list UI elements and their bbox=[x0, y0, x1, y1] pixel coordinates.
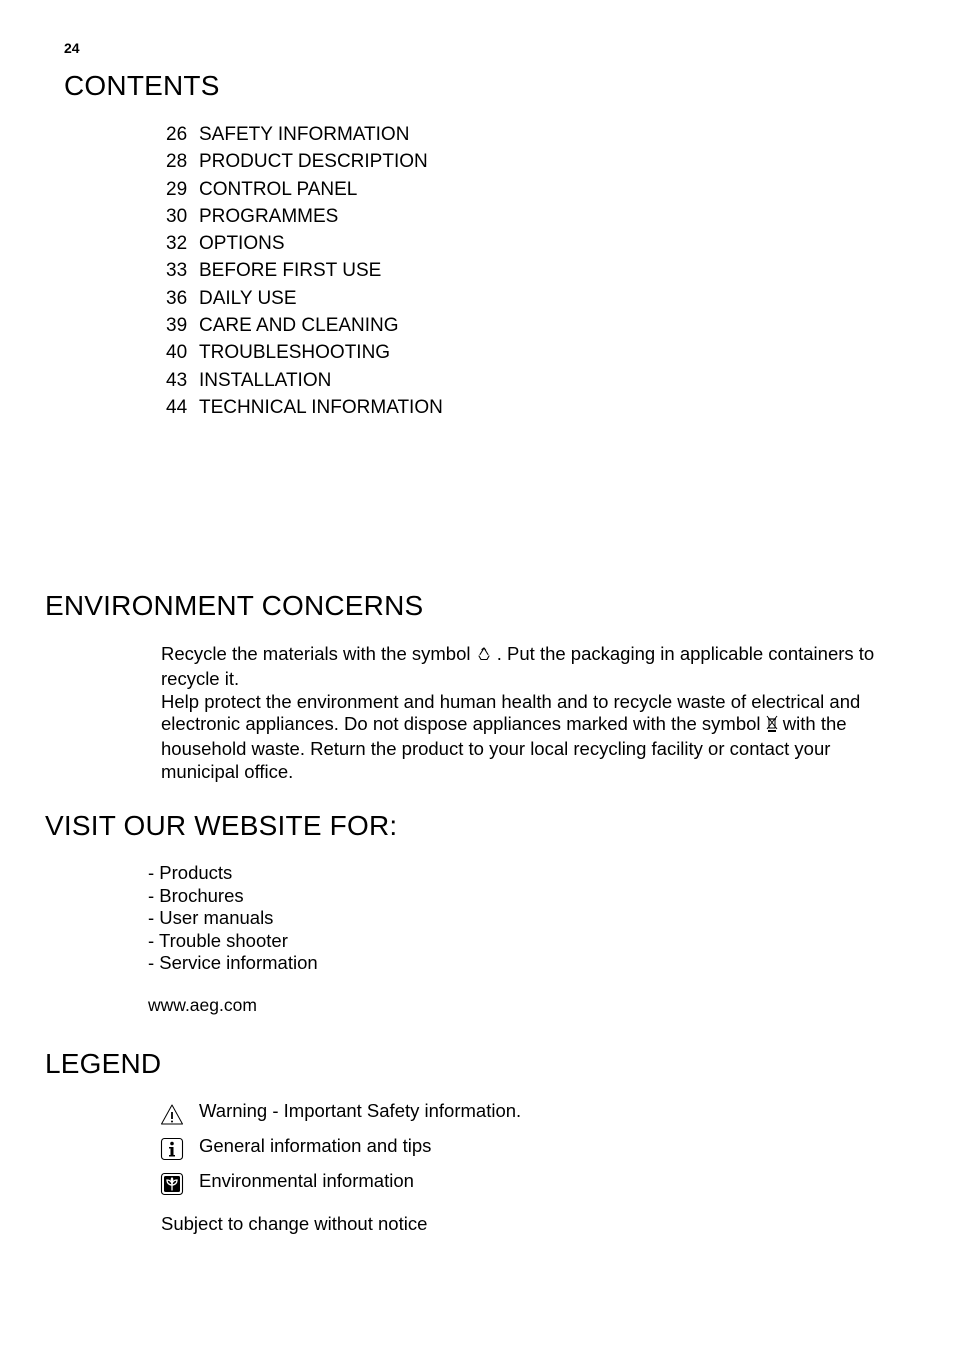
toc-label: BEFORE FIRST USE bbox=[199, 260, 382, 282]
toc-page-number: 40 bbox=[166, 342, 188, 364]
toc-label: SAFETY INFORMATION bbox=[199, 124, 410, 145]
list-item: - Trouble shooter bbox=[148, 929, 288, 951]
toc-page-number: 30 bbox=[166, 205, 188, 227]
toc-item[interactable] bbox=[166, 121, 443, 148]
website-url[interactable]: www.aeg.com bbox=[148, 995, 257, 1015]
toc-page-number: 26 bbox=[166, 124, 188, 145]
toc-label: PROGRAMMES bbox=[199, 205, 339, 227]
footer-notice: Subject to change without notice bbox=[161, 1213, 428, 1234]
list-item: - Products bbox=[148, 862, 233, 883]
toc-page-number: 43 bbox=[166, 369, 188, 391]
legend-label: Warning - Important Safety information. bbox=[199, 1100, 522, 1121]
website-list bbox=[148, 862, 318, 975]
toc-item[interactable] bbox=[166, 230, 443, 257]
recycle-text-start: Recycle the materials with the symbol bbox=[161, 643, 471, 664]
toc-page-number: 28 bbox=[166, 151, 188, 173]
recycle-paragraph bbox=[161, 643, 906, 691]
weee-paragraph bbox=[161, 691, 906, 784]
environment-text bbox=[161, 643, 906, 784]
toc-item[interactable] bbox=[166, 176, 443, 203]
recycle-text-end: . Put the packaging in applicable containers to recycle it. bbox=[161, 643, 875, 689]
toc-item[interactable] bbox=[166, 148, 443, 175]
toc-item[interactable] bbox=[166, 339, 443, 366]
toc-label: CONTROL PANEL bbox=[199, 178, 358, 200]
toc-page-number: 29 bbox=[166, 178, 188, 200]
website-title: VISIT OUR WEBSITE FOR: bbox=[45, 810, 398, 841]
toc-label: TECHNICAL INFORMATION bbox=[199, 396, 443, 418]
list-item: - Service information bbox=[148, 952, 318, 973]
crossed-bin-icon bbox=[766, 715, 778, 738]
contents-title: CONTENTS bbox=[64, 70, 220, 101]
recycle-icon bbox=[476, 645, 492, 668]
toc-label: CARE AND CLEANING bbox=[199, 315, 399, 337]
legend-label: General information and tips bbox=[199, 1135, 432, 1156]
list-item: - User manuals bbox=[148, 907, 274, 928]
legend-title: LEGEND bbox=[45, 1048, 162, 1079]
info-icon bbox=[160, 1137, 184, 1161]
environment-title: ENVIRONMENT CONCERNS bbox=[45, 590, 424, 621]
warning-triangle-icon bbox=[160, 1102, 184, 1126]
toc-item[interactable] bbox=[166, 312, 443, 339]
legend-label: Environmental information bbox=[199, 1170, 414, 1191]
toc-item[interactable] bbox=[166, 257, 443, 284]
environment-leaf-icon bbox=[160, 1172, 184, 1196]
toc-label: TROUBLESHOOTING bbox=[199, 342, 391, 364]
toc-item[interactable] bbox=[166, 203, 443, 230]
toc-page-number: 39 bbox=[166, 315, 188, 337]
toc-item[interactable] bbox=[166, 367, 443, 394]
toc-page-number: 32 bbox=[166, 233, 188, 255]
weee-text-start: Help protect the environment and human health and to recycle waste of electrical and electronic appliances. Do not dispose appliances marked with the symbol bbox=[161, 690, 861, 735]
page-number: 24 bbox=[64, 40, 80, 56]
list-item: - Brochures bbox=[148, 884, 244, 906]
toc-label: PRODUCT DESCRIPTION bbox=[199, 151, 428, 173]
toc-page-number: 33 bbox=[166, 260, 188, 282]
toc-label: INSTALLATION bbox=[199, 369, 332, 391]
toc-label: DAILY USE bbox=[199, 287, 297, 309]
toc-item[interactable] bbox=[166, 285, 443, 312]
toc-page-number: 36 bbox=[166, 287, 188, 309]
toc-page-number: 44 bbox=[166, 396, 188, 418]
table-of-contents bbox=[166, 121, 443, 421]
toc-item[interactable] bbox=[166, 394, 443, 421]
weee-text-end: with the household waste. Return the product to your local recycling facility or contact your municipal office. bbox=[161, 713, 847, 782]
toc-label: OPTIONS bbox=[199, 233, 285, 255]
